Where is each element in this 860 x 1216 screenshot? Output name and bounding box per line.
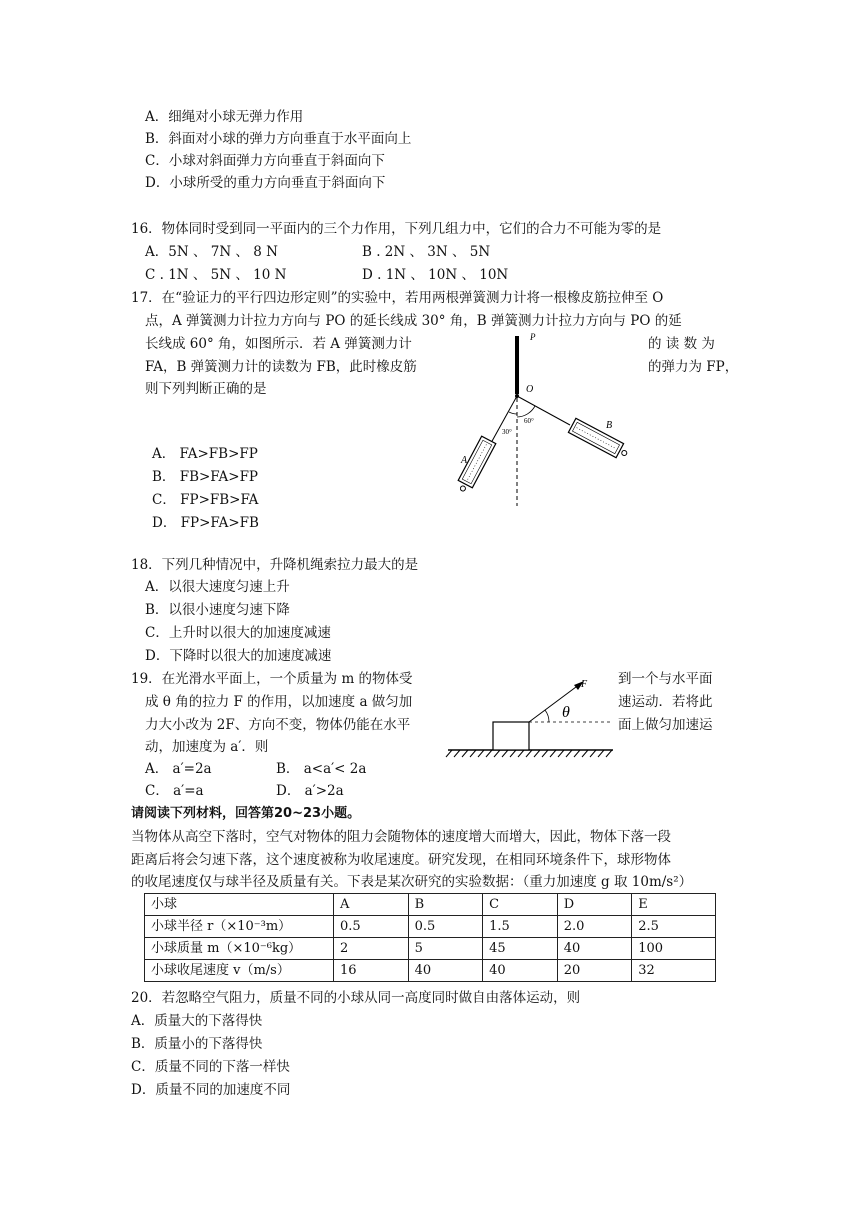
q18-stem: 18．下列几种情况中，升降机绳索拉力最大的是 xyxy=(131,557,419,573)
label-o: O xyxy=(526,384,534,395)
table-cell: 20 xyxy=(557,960,632,982)
q19-option-a: A． a′=2a xyxy=(145,761,212,777)
q17-line4b: 的弹力为 FP， xyxy=(648,359,739,375)
table-cell: 40 xyxy=(408,960,483,982)
table-header-cell: E xyxy=(632,894,716,916)
table-cell: 1.5 xyxy=(483,916,558,938)
q17-force-diagram xyxy=(450,330,640,510)
q17-line5: 则下列判断正确的是 xyxy=(145,381,267,397)
q16-stem: 16．物体同时受到同一平面内的三个力作用，下列几组力中，它们的合力不可能为零的是 xyxy=(131,221,662,237)
q19-line3a: 力大小改为 2F、方向不变，物体仍能在水平 xyxy=(145,717,411,733)
q15-option-b: B．斜面对小球的弹力方向垂直于水平面向上 xyxy=(145,131,412,147)
q18-option-a: A．以很大速度匀速上升 xyxy=(145,579,290,595)
table-header-row xyxy=(145,894,716,916)
table-cell: 小球收尾速度 v（m/s） xyxy=(145,960,334,982)
spring-scale-b xyxy=(568,418,630,461)
theta-arc xyxy=(545,710,549,722)
label-f: F xyxy=(581,679,588,690)
q19-line3b: 面上做匀加速运 xyxy=(618,717,713,733)
table-cell: 5 xyxy=(408,938,483,960)
table-header-cell: B xyxy=(408,894,483,916)
q17-line3b: 的 读 数 为 xyxy=(648,336,715,352)
point-o xyxy=(515,394,519,398)
label-p: P xyxy=(530,332,536,342)
table-header-cell: D xyxy=(557,894,632,916)
material-para-line1: 当物体从高空下落时，空气对物体的阻力会随物体的速度增大而增大，因此，物体下落一段 xyxy=(131,829,671,845)
q17-option-a: A． FA>FB>FP xyxy=(152,446,258,462)
table-cell: 40 xyxy=(557,938,632,960)
block xyxy=(493,722,529,750)
table-cell: 16 xyxy=(334,960,409,982)
q17-option-c: C． FP>FB>FA xyxy=(152,492,259,508)
q17-line4a: FA，B 弹簧测力计的读数为 FB，此时橡皮筋 xyxy=(145,359,417,375)
q19-option-c: C． a′=a xyxy=(145,783,204,799)
table-cell: 小球质量 m（×10⁻⁶kg） xyxy=(145,938,334,960)
q19-block-diagram xyxy=(448,675,618,765)
table-cell: 0.5 xyxy=(334,916,409,938)
q20-option-a: A．质量大的下落得快 xyxy=(131,1013,263,1029)
label-30-deg: 30° xyxy=(502,428,512,436)
q16-option-d: D . 1N 、 10N 、 10N xyxy=(362,267,509,283)
table-cell: 40 xyxy=(483,960,558,982)
label-a: A xyxy=(461,455,468,466)
q17-line3a: 长线成 60° 角，如图所示．若 A 弹簧测力计 xyxy=(145,336,412,352)
q17-option-d: D． FP>FA>FB xyxy=(152,515,259,531)
material-para-line3: 的收尾速度仅与球半径及质量有关。下表是某次研究的实验数据：（重力加速度 g 取 10m/s²） xyxy=(131,874,693,890)
q17-line1: 17．在“验证力的平行四边形定则”的实验中，若用两根弹簧测力计将一根橡皮筋拉伸至 O xyxy=(131,290,664,306)
table-cell: 2 xyxy=(334,938,409,960)
q17-option-b: B． FB>FA>FP xyxy=(152,469,259,485)
material-para-line2: 距离后将会匀速下落，这个速度被称为收尾速度。研究发现，在相同环境条件下，球形物体 xyxy=(131,852,671,868)
q16-option-b: B . 2N 、 3N 、 5N xyxy=(362,244,491,260)
table-header-cell: A xyxy=(334,894,409,916)
q20-option-d: D．质量不同的加速度不同 xyxy=(131,1082,291,1098)
material-heading: 请阅读下列材料，回答第20~23小题。 xyxy=(131,806,361,821)
q18-option-c: C．上升时以很大的加速度减速 xyxy=(145,625,331,641)
table-header-cell: 小球 xyxy=(145,894,334,916)
angle-30-arc xyxy=(509,412,517,414)
q15-option-a: A．细绳对小球无弹力作用 xyxy=(145,109,304,125)
angle-60-arc xyxy=(517,406,535,417)
table-row xyxy=(145,960,716,982)
table-header-cell: C xyxy=(483,894,558,916)
table-cell: 2.5 xyxy=(632,916,716,938)
table-cell: 小球半径 r（×10⁻³m） xyxy=(145,916,334,938)
q19-option-b: B． a<a′< 2a xyxy=(276,761,367,777)
table-cell: 0.5 xyxy=(408,916,483,938)
label-theta: θ xyxy=(562,704,570,721)
table-cell: 2.0 xyxy=(557,916,632,938)
table-row xyxy=(145,938,716,960)
q20-stem: 20．若忽略空气阻力，质量不同的小球从同一高度同时做自由落体运动，则 xyxy=(131,990,581,1006)
q19-line1a: 19．在光滑水平面上，一个质量为 m 的物体受 xyxy=(131,671,413,687)
q15-option-c: C．小球对斜面弹力方向垂直于斜面向下 xyxy=(145,153,385,169)
q18-option-d: D．下降时以很大的加速度减速 xyxy=(145,648,332,664)
q17-line2: 点，A 弹簧测力计拉力方向与 PO 的延长线成 30° 角，B 弹簧测力计拉力方向与 PO 的延 xyxy=(145,313,682,329)
label-60-deg: 60° xyxy=(524,417,534,425)
q15-option-d: D．小球所受的重力方向垂直于斜面向下 xyxy=(145,175,386,191)
ground-hatch xyxy=(446,750,612,757)
table-row xyxy=(145,916,716,938)
q19-line2b: 速运动．若将此 xyxy=(618,694,713,710)
label-b: B xyxy=(606,420,613,431)
q20-option-b: B．质量小的下落得快 xyxy=(131,1036,263,1052)
q20-option-c: C．质量不同的下落一样快 xyxy=(131,1059,290,1075)
q19-option-d: D． a′>2a xyxy=(276,783,344,799)
table-cell: 32 xyxy=(632,960,716,982)
q19-line4: 动，加速度为 a′．则 xyxy=(145,739,269,755)
table-cell: 100 xyxy=(632,938,716,960)
q16-option-c: C . 1N 、 5N 、 10 N xyxy=(145,267,287,283)
data-table xyxy=(144,893,716,982)
table-cell: 45 xyxy=(483,938,558,960)
q19-line2a: 成 θ 角的拉力 F 的作用，以加速度 a 做匀加 xyxy=(145,694,413,710)
q16-option-a: A．5N 、 7N 、 8 N xyxy=(145,244,278,260)
q19-line1b: 到一个与水平面 xyxy=(618,671,713,687)
force-f-line xyxy=(529,684,580,722)
q18-option-b: B．以很小速度匀速下降 xyxy=(145,602,290,618)
